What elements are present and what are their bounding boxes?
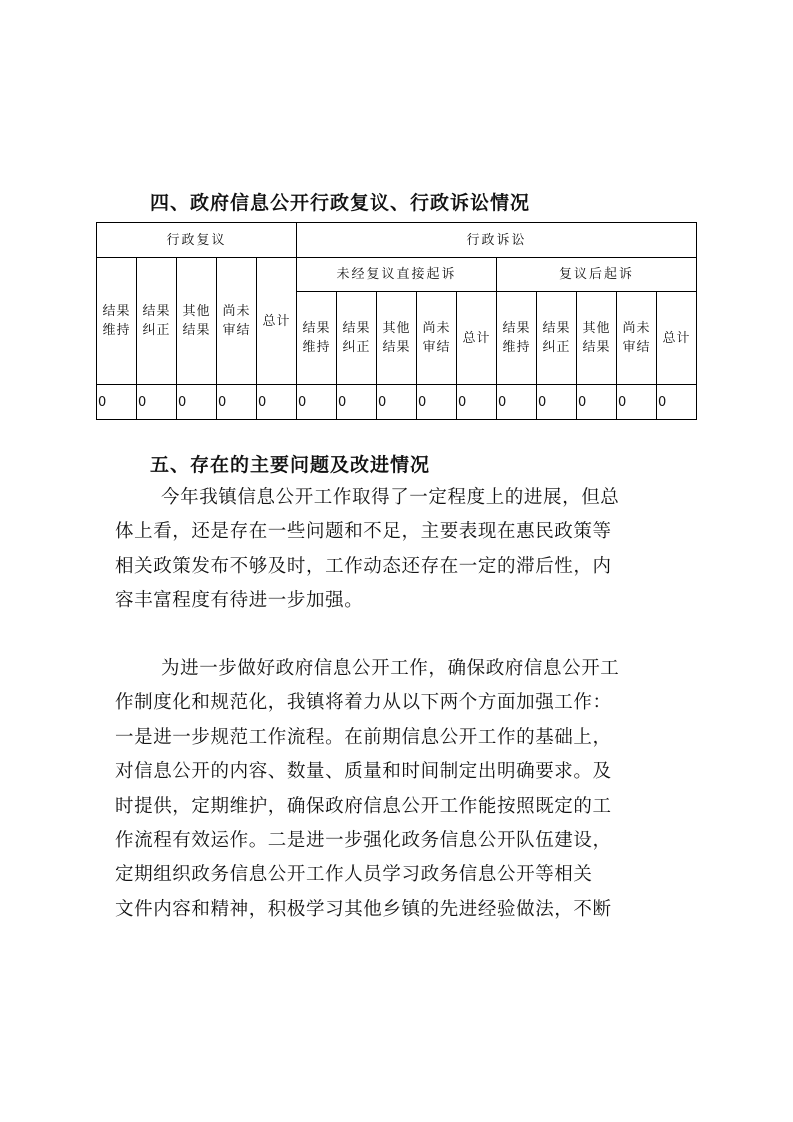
col-header: 结果 维持 <box>97 258 137 385</box>
col-header: 总计 <box>457 292 497 385</box>
value-cell: 0 <box>137 385 177 420</box>
value-cell: 0 <box>97 385 137 420</box>
value-cell: 0 <box>417 385 457 420</box>
text-line: 容丰富程度有待进一步加强。 <box>115 590 364 612</box>
value-cell: 0 <box>337 385 377 420</box>
col-header: 结果 纠正 <box>537 292 577 385</box>
text-line: 一是进一步规范工作流程。在前期信息公开工作的基础上， <box>115 726 612 748</box>
section-5-heading: 五、存在的主要问题及改进情况 <box>150 454 431 476</box>
value-cell: 0 <box>577 385 617 420</box>
text-line: 体上看，还是存在一些问题和不足，主要表现在惠民政策等 <box>115 521 612 543</box>
header-litigation: 行政诉讼 <box>297 223 697 258</box>
col-header: 总计 <box>657 292 697 385</box>
value-cell: 0 <box>617 385 657 420</box>
col-header: 尚未 审结 <box>217 258 257 385</box>
value-cell: 0 <box>537 385 577 420</box>
col-header: 其他 结果 <box>577 292 617 385</box>
col-header: 总计 <box>257 258 297 385</box>
paragraph-improvements <box>115 652 675 927</box>
paragraph-problems <box>115 481 675 619</box>
header-direct-suit: 未经复议直接起诉 <box>297 258 497 292</box>
review-litigation-table <box>96 222 697 420</box>
col-header: 尚未 审结 <box>617 292 657 385</box>
text-line: 定期组织政务信息公开工作人员学习政务信息公开等相关 <box>115 864 593 886</box>
value-cell: 0 <box>377 385 417 420</box>
header-reconsideration: 行政复议 <box>97 223 297 258</box>
col-header: 结果 纠正 <box>337 292 377 385</box>
text-line: 为进一步做好政府信息公开工作，确保政府信息公开工 <box>161 658 620 679</box>
text-line: 作流程有效运作。二是进一步强化政务信息公开队伍建设， <box>115 830 612 852</box>
value-cell: 0 <box>217 385 257 420</box>
text-line: 时提供，定期维护，确保政府信息公开工作能按照既定的工 <box>115 795 612 817</box>
text-line: 文件内容和精神，积极学习其他乡镇的先进经验做法，不断 <box>115 898 612 920</box>
col-header: 其他 结果 <box>377 292 417 385</box>
value-cell: 0 <box>257 385 297 420</box>
value-cell: 0 <box>497 385 537 420</box>
col-header: 其他 结果 <box>177 258 217 385</box>
value-cell: 0 <box>657 385 697 420</box>
col-header: 结果 维持 <box>497 292 537 385</box>
text-line: 对信息公开的内容、数量、质量和时间制定出明确要求。及 <box>115 761 612 783</box>
col-header: 结果 维持 <box>297 292 337 385</box>
text-line: 相关政策发布不够及时，工作动态还存在一定的滞后性，内 <box>115 555 612 577</box>
header-after-review: 复议后起诉 <box>497 258 697 292</box>
value-cell: 0 <box>177 385 217 420</box>
text-line: 作制度化和规范化，我镇将着力从以下两个方面加强工作： <box>115 692 612 714</box>
col-header: 结果 纠正 <box>137 258 177 385</box>
value-cell: 0 <box>297 385 337 420</box>
text-line: 今年我镇信息公开工作取得了一定程度上的进展，但总 <box>161 487 620 508</box>
value-cell: 0 <box>457 385 497 420</box>
col-header: 尚未 审结 <box>417 292 457 385</box>
section-4-heading: 四、政府信息公开行政复议、行政诉讼情况 <box>150 192 531 214</box>
